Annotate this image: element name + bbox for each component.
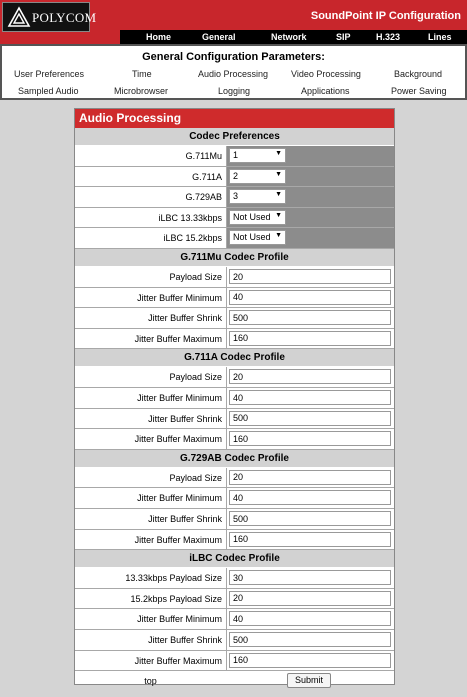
nav-lines[interactable]: Lines	[428, 32, 452, 42]
link-sampled-audio[interactable]: Sampled Audio	[18, 86, 79, 96]
codec-priority-select[interactable]	[229, 210, 286, 225]
setting-row	[75, 509, 394, 530]
setting-row	[75, 329, 394, 350]
setting-label: Jitter Buffer Maximum	[134, 434, 222, 445]
chevron-down-icon: ▼	[275, 170, 282, 178]
setting-label: Jitter Buffer Shrink	[148, 635, 222, 645]
setting-label: Jitter Buffer Shrink	[148, 313, 222, 324]
jitter-buffer-maximum-input[interactable]	[229, 331, 391, 346]
setting-row	[75, 167, 394, 188]
setting-row	[75, 288, 394, 309]
select-value: 1	[233, 150, 239, 160]
setting-row	[75, 429, 394, 450]
config-links	[2, 65, 465, 98]
setting-row	[75, 187, 394, 208]
link-audio-processing[interactable]: Audio Processing	[198, 69, 269, 79]
config-bar-title: General Configuration Parameters:	[142, 51, 325, 63]
nav-general[interactable]: General	[202, 32, 236, 42]
link-video-processing[interactable]: Video Processing	[291, 69, 361, 79]
polycom-triangle-icon	[7, 6, 31, 30]
setting-label: Jitter Buffer Shrink	[148, 514, 222, 524]
setting-label: Jitter Buffer Minimum	[137, 393, 222, 403]
logo-text: POLYCOM	[32, 10, 97, 25]
13-33kbps-payload-size-input[interactable]	[229, 570, 391, 585]
link-background[interactable]: Background	[394, 69, 443, 79]
setting-row	[75, 208, 394, 229]
section-header-codec-preferences: Codec Preferences	[75, 128, 394, 146]
setting-value-cell	[226, 568, 394, 588]
section-header-ilbc-codec-profile: iLBC Codec Profile	[75, 550, 394, 568]
setting-label: iLBC 13.33kbps	[158, 212, 222, 223]
setting-label: 13.33kbps Payload Size	[125, 573, 222, 584]
setting-value-cell	[226, 509, 394, 529]
setting-value-cell	[226, 208, 394, 228]
polycom-logo	[2, 2, 97, 32]
setting-row	[75, 267, 394, 288]
setting-label: Payload Size	[169, 272, 222, 282]
jitter-buffer-shrink-input[interactable]	[229, 310, 391, 325]
chevron-down-icon: ▼	[275, 232, 282, 240]
setting-row	[75, 367, 394, 388]
setting-row	[75, 589, 394, 610]
setting-label: Jitter Buffer Minimum	[137, 493, 222, 504]
jitter-buffer-minimum-input[interactable]	[229, 290, 391, 305]
setting-label: Jitter Buffer Minimum	[137, 614, 222, 625]
payload-size-input[interactable]	[229, 470, 391, 485]
setting-value-cell	[226, 167, 394, 187]
link-applications[interactable]: Applications	[301, 86, 350, 96]
setting-row	[75, 530, 394, 551]
setting-row	[75, 651, 394, 672]
setting-row	[75, 308, 394, 329]
nav-sip[interactable]: SIP	[336, 32, 351, 42]
select-value: 3	[233, 191, 239, 202]
setting-value-cell	[226, 530, 394, 550]
setting-label: Payload Size	[169, 472, 222, 483]
jitter-buffer-minimum-input[interactable]	[229, 490, 391, 505]
nav-home[interactable]: Home	[146, 32, 172, 42]
nav-h323[interactable]: H.323	[376, 32, 401, 42]
setting-label: G.729AB	[185, 192, 222, 203]
setting-row	[75, 228, 394, 249]
link-microbrowser[interactable]: Microbrowser	[114, 86, 169, 96]
chevron-down-icon: ▼	[275, 191, 282, 199]
setting-value-cell	[226, 187, 394, 207]
setting-label: Jitter Buffer Shrink	[148, 413, 222, 424]
section-header-g-711mu-codec-profile: G.711Mu Codec Profile	[75, 249, 394, 267]
nav-network[interactable]: Network	[271, 32, 307, 42]
setting-value-cell	[226, 589, 394, 609]
select-value: Not Used	[233, 232, 271, 243]
section-header-g-711a-codec-profile: G.711A Codec Profile	[75, 349, 394, 367]
jitter-buffer-maximum-input[interactable]	[229, 431, 391, 446]
setting-label: G.711A	[192, 171, 222, 182]
setting-value-cell	[226, 630, 394, 650]
setting-value-cell	[226, 308, 394, 328]
jitter-buffer-shrink-input[interactable]	[229, 411, 391, 426]
jitter-buffer-minimum-input[interactable]	[229, 611, 391, 626]
select-value: 2	[233, 170, 239, 181]
setting-value-cell	[226, 267, 394, 287]
form-footer	[75, 671, 394, 691]
setting-value-cell	[226, 388, 394, 408]
setting-row	[75, 146, 394, 167]
setting-label: 15.2kbps Payload Size	[130, 593, 222, 604]
link-user-preferences[interactable]: User Preferences	[14, 69, 85, 79]
setting-row	[75, 468, 394, 489]
select-value: Not Used	[233, 211, 271, 222]
link-power-saving[interactable]: Power Saving	[391, 86, 447, 96]
link-time[interactable]: Time	[132, 69, 152, 79]
setting-value-cell	[226, 409, 394, 429]
setting-value-cell	[226, 329, 394, 349]
section-header-g-729ab-codec-profile: G.729AB Codec Profile	[75, 450, 394, 468]
jitter-buffer-shrink-input[interactable]	[229, 632, 391, 647]
setting-label: Jitter Buffer Minimum	[137, 292, 222, 303]
setting-value-cell	[226, 429, 394, 449]
setting-value-cell	[226, 228, 394, 248]
setting-value-cell	[226, 468, 394, 488]
setting-row	[75, 568, 394, 589]
codec-priority-select[interactable]	[229, 148, 286, 163]
setting-value-cell	[226, 146, 394, 166]
setting-row	[75, 388, 394, 409]
setting-label: Payload Size	[169, 372, 222, 383]
jitter-buffer-maximum-input[interactable]	[229, 532, 391, 547]
payload-size-input[interactable]	[229, 369, 391, 384]
setting-label: G.711Mu	[185, 151, 222, 161]
setting-row	[75, 609, 394, 630]
codec-priority-select[interactable]	[229, 169, 286, 184]
setting-label: iLBC 15.2kbps	[163, 233, 222, 244]
panel-title: Audio Processing	[75, 109, 394, 128]
chevron-down-icon: ▼	[275, 150, 282, 157]
setting-label: Jitter Buffer Maximum	[134, 655, 222, 666]
setting-value-cell	[226, 609, 394, 629]
setting-row	[75, 409, 394, 430]
setting-label: Jitter Buffer Maximum	[134, 534, 222, 545]
setting-row	[75, 630, 394, 651]
15-2kbps-payload-size-input[interactable]	[229, 591, 391, 606]
top-nav	[120, 30, 467, 45]
setting-value-cell	[226, 488, 394, 508]
general-config-bar	[0, 44, 467, 100]
setting-row	[75, 488, 394, 509]
setting-value-cell	[226, 651, 394, 671]
top-link[interactable]: top	[144, 676, 157, 687]
jitter-buffer-shrink-input[interactable]	[229, 511, 391, 526]
payload-size-input[interactable]	[229, 269, 391, 284]
codec-priority-select[interactable]	[229, 230, 286, 245]
jitter-buffer-maximum-input[interactable]	[229, 653, 391, 668]
setting-value-cell	[226, 288, 394, 308]
setting-label: Jitter Buffer Maximum	[134, 333, 222, 344]
submit-button[interactable]: Submit	[287, 673, 331, 688]
codec-priority-select[interactable]	[229, 189, 286, 204]
chevron-down-icon: ▼	[275, 211, 282, 219]
jitter-buffer-minimum-input[interactable]	[229, 390, 391, 405]
app-title: SoundPoint IP Configuration	[310, 10, 461, 22]
setting-value-cell	[226, 367, 394, 387]
link-logging[interactable]: Logging	[218, 86, 251, 96]
audio-processing-panel	[74, 108, 395, 685]
header-bar	[0, 0, 467, 44]
